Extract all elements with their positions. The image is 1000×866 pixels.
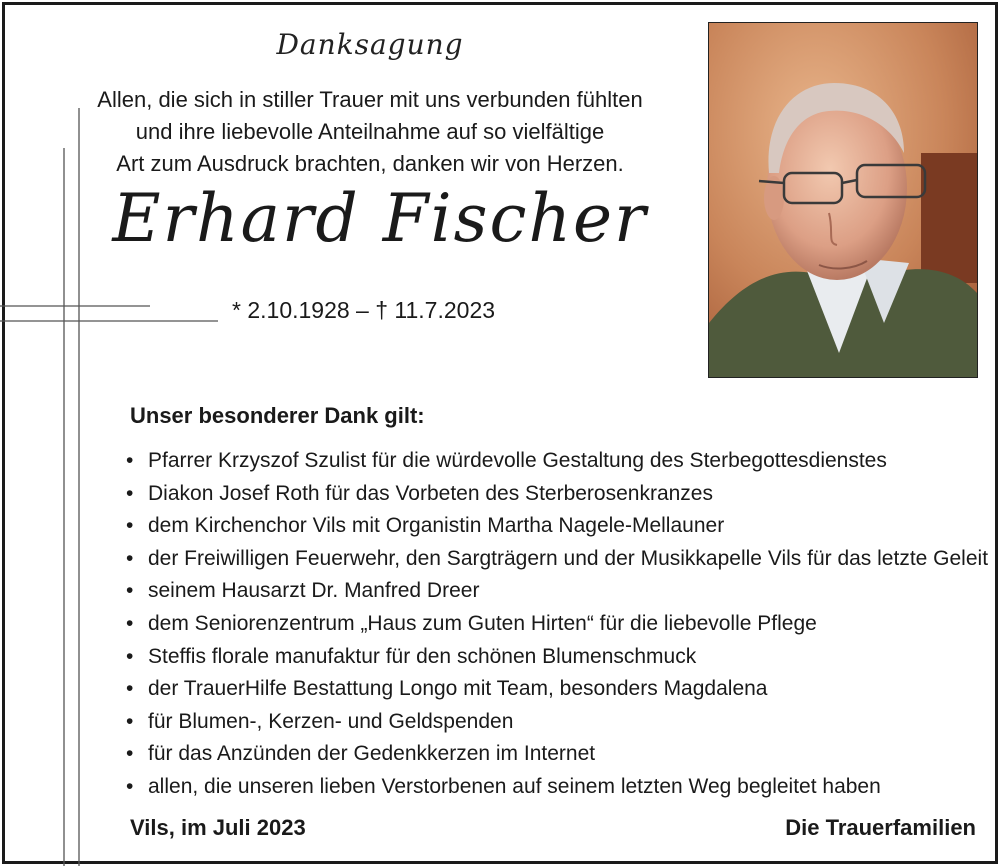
list-item-text: der TrauerHilfe Bestattung Longo mit Team, besonders Magdalena — [148, 677, 768, 701]
intro-text — [80, 84, 660, 180]
bullet-icon: • — [126, 579, 134, 603]
thanks-list — [126, 445, 989, 804]
list-item — [126, 738, 986, 771]
deceased-name: Erhard Fischer — [112, 180, 648, 257]
page-title: Danksagung — [276, 28, 464, 61]
list-item — [126, 608, 986, 641]
list-item — [126, 673, 986, 706]
list-item-text: Steffis florale manufaktur für den schönen Blumenschmuck — [148, 644, 697, 668]
list-item — [126, 445, 986, 478]
signature: Die Trauerfamilien — [785, 815, 976, 840]
intro-line: und ihre liebevolle Anteilnahme auf so vielfältige — [135, 119, 605, 144]
bullet-icon: • — [126, 677, 134, 701]
list-item-text: seinem Hausarzt Dr. Manfred Dreer — [148, 579, 480, 603]
bullet-icon: • — [126, 774, 134, 798]
place-date: Vils, im Juli 2023 — [130, 815, 306, 840]
bullet-icon: • — [126, 514, 134, 538]
list-item-text: der Freiwilligen Feuerwehr, den Sargträgern und der Musikkapelle Vils für das letzte Geleit — [148, 546, 989, 570]
portrait-image — [709, 23, 977, 377]
list-item — [126, 543, 989, 576]
bullet-icon: • — [126, 546, 134, 570]
bullet-icon: • — [126, 449, 134, 472]
bullet-icon: • — [126, 644, 134, 668]
list-item — [126, 575, 986, 608]
list-item-text: für Blumen-, Kerzen- und Geldspenden — [148, 709, 514, 733]
list-item — [126, 478, 986, 511]
bullet-icon: • — [126, 742, 134, 766]
thanks-heading: Unser besonderer Dank gilt: — [130, 403, 425, 428]
bullet-icon: • — [126, 709, 134, 733]
list-item — [126, 771, 986, 804]
bullet-icon: • — [126, 481, 134, 505]
life-dates: * 2.10.1928 – † 11.7.2023 — [232, 297, 496, 323]
portrait-photo — [708, 22, 978, 378]
intro-line: Allen, die sich in stiller Trauer mit uns verbunden fühlten — [97, 87, 643, 112]
bullet-icon: • — [126, 611, 134, 635]
list-item-text: Diakon Josef Roth für das Vorbeten des Sterberosenkranzes — [148, 481, 713, 505]
list-item — [126, 706, 986, 739]
list-item — [126, 510, 986, 543]
list-item-text: allen, die unseren lieben Verstorbenen auf seinem letzten Weg begleitet haben — [148, 774, 881, 798]
list-item-text: für das Anzünden der Gedenkkerzen im Internet — [148, 742, 596, 766]
list-item-text: Pfarrer Krzyszof Szulist für die würdevolle Gestaltung des Sterbegottesdienstes — [148, 449, 887, 472]
intro-line: Art zum Ausdruck brachten, danken wir von Herzen. — [116, 151, 624, 176]
list-item-text: dem Kirchenchor Vils mit Organistin Martha Nagele-Mellauner — [148, 514, 725, 538]
list-item-text: dem Seniorenzentrum „Haus zum Guten Hirten“ für die liebevolle Pflege — [148, 611, 817, 635]
list-item — [126, 641, 986, 674]
